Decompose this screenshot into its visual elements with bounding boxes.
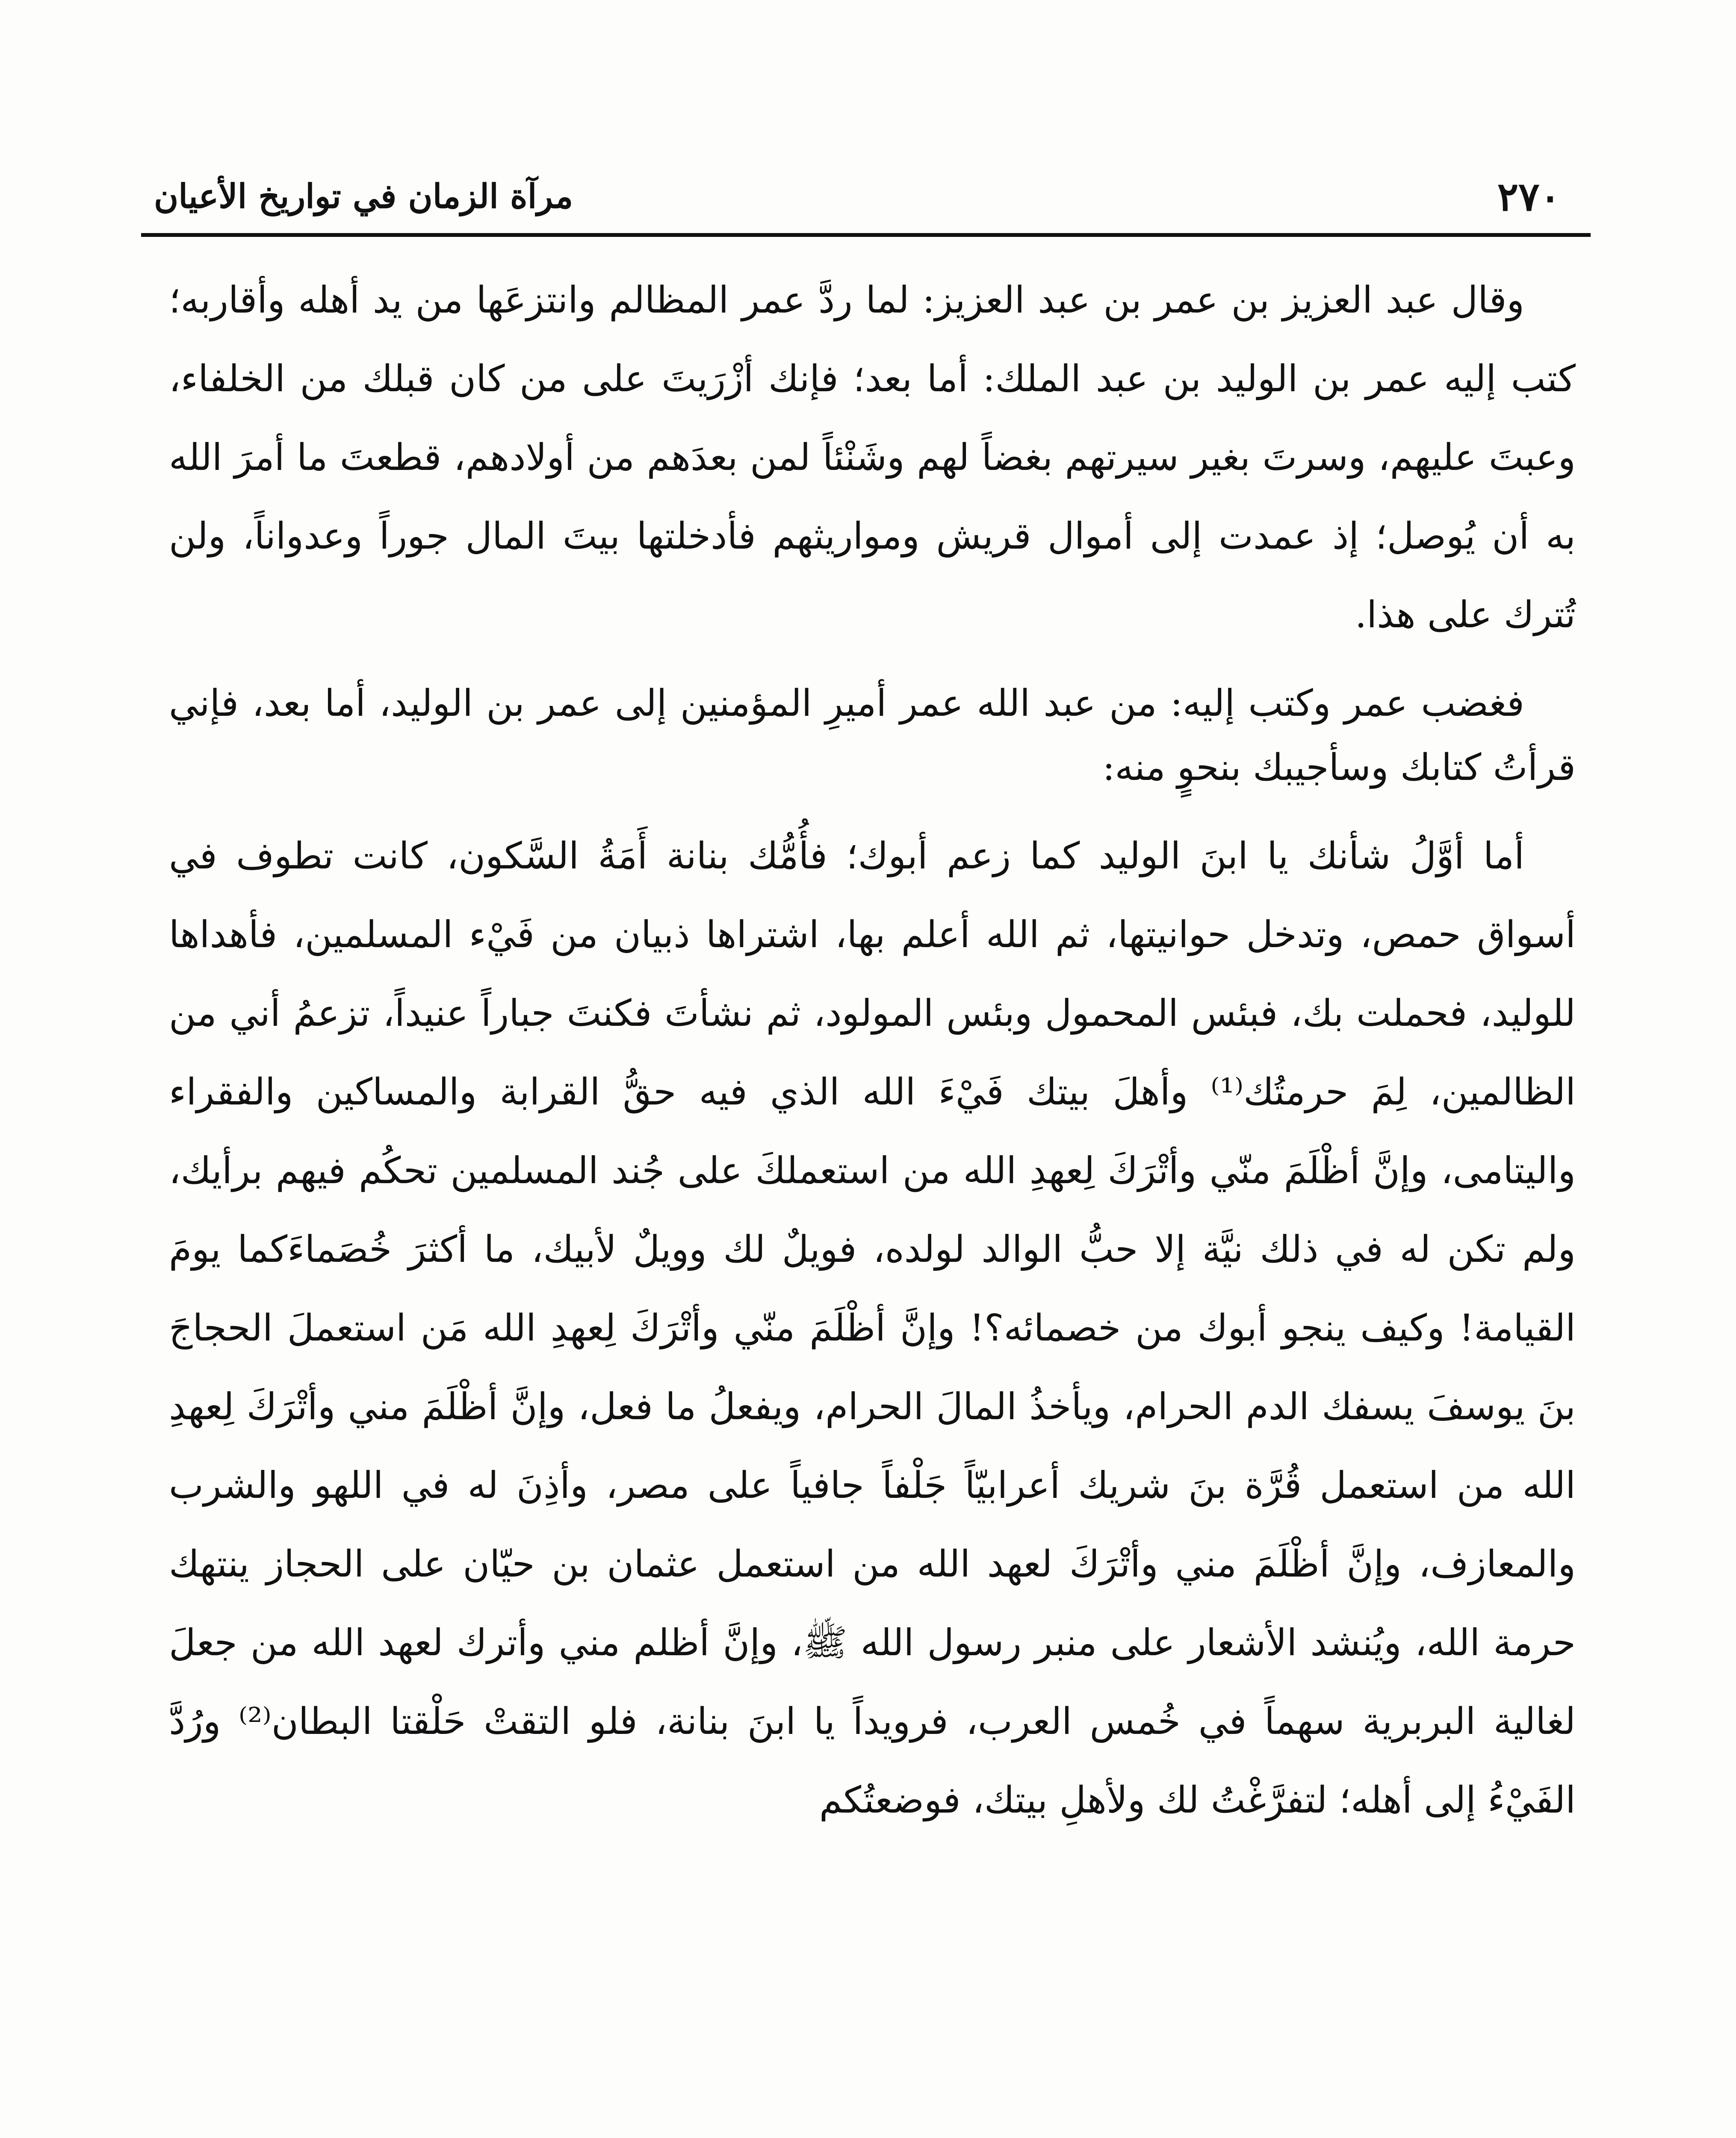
- paragraph-2: فغضب عمر وكتب إليه: من عبد الله عمر أميرِ المؤمنين إلى عمر بن الوليد، أما بعد، فإني قرأتُ كتابك وسأجيبك بنحوٍ منه:: [169, 682, 1576, 789]
- header-rule: [141, 233, 1591, 237]
- paragraph-3: أما أوَّلُ شأنك يا ابنَ الوليد كما زعم أبوك؛ فأُمُّك بنانة أَمَةُ السَّكون، كانت تطوف في أسواق حمص، وتدخل حوانيتها، ثم الله أعلم بها، اشتراها ذبيان من فَيْء المسلمين، فأهداها للوليد، فحملت بك، فبئس المحمول وبئس المولود، ثم نشأتَ فكنتَ جباراً عنيداً، تزعمُ أني من الظالمين، لِمَ حرمتُك⁽¹⁾ وأهلَ بيتك فَيْءَ الله الذي فيه حقُّ القرابة والمساكين والفقراء واليتامى، وإنَّ أظْلَمَ منّي وأتْرَكَ لِعهدِ الله من استعملكَ على جُند المسلمين تحكُم فيهم برأيك، ولم تكن له في ذلك نيَّة إلا حبُّ الوالد لولده، فويلٌ لك وويلٌ لأبيك، ما أكثرَ خُصَماءَكما يومَ القيامة! وكيف ينجو أبوك من خصمائه؟! وإنَّ أظْلَمَ منّي وأتْرَكَ لِعهدِ الله مَن استعملَ الحجاجَ بنَ يوسفَ يسفك الدم الحرام، ويأخذُ المالَ الحرام، ويفعلُ ما فعل، وإنَّ أظْلَمَ مني وأتْرَكَ لِعهدِ الله من استعمل قُرَّة بنَ شريك أعرابيّاً جَلْفاً جافياً على مصر، وأذِنَ له في اللهو والشرب والمعازف، وإنَّ أظْلَمَ مني وأتْرَكَ لعهد الله من استعمل عثمان بن حيّان على الحجاز ينتهك حرمة الله، ويُنشد الأشعار على منبر رسول الله ﷺ، وإنَّ أظلم مني وأترك لعهد الله من جعلَ لغالية البربرية سهماً في خُمس العرب، فرويداً يا ابنَ بنانة، فلو التقتْ حَلْقتا البطان⁽²⁾ ورُدَّ الفَيْءُ إلى أهله؛ لتفرَّغْتُ لك ولأهلِ بيتك، فوضعتُكم: [169, 835, 1576, 1822]
- page-header: [141, 169, 1586, 233]
- page-number: ٢٧٠: [1497, 174, 1561, 220]
- main-text: [169, 261, 1576, 1857]
- running-title: مرآة الزمان في تواريخ الأعيان: [154, 177, 573, 216]
- paragraph-1: وقال عبد العزيز بن عمر بن عبد العزيز: لما ردَّ عمر المظالم وانتزعَها من يد أهله وأقاربه؛ كتب إليه عمر بن الوليد بن عبد الملك: أما بعد؛ فإنك أزْرَيتَ على من كان قبلك من الخلفاء، وعبتَ عليهم، وسرتَ بغير سيرتهم بغضاً لهم وشَنْئاً لمن بعدَهم من أولادهم، قطعتَ ما أمرَ الله به أن يُوصل؛ إذ عمدت إلى أموال قريش ومواريثهم فأدخلتها بيتَ المال جوراً وعدواناً، ولن تُترك على هذا.: [169, 279, 1576, 636]
